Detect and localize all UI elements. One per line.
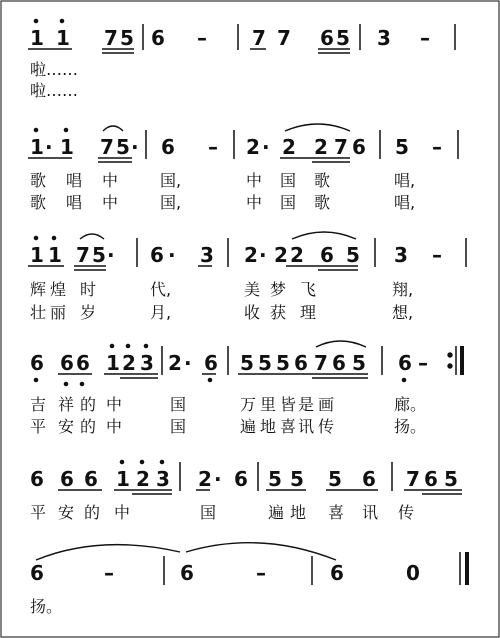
lyric: 中 xyxy=(102,193,119,212)
lyric: 获 xyxy=(270,303,287,322)
lyric: 遍 xyxy=(240,417,257,436)
lyric: 扬。 xyxy=(394,417,427,436)
note: 1 xyxy=(56,26,70,50)
note: 6 xyxy=(330,561,344,585)
lyric: 安 xyxy=(58,503,75,522)
lyric: 啦…… xyxy=(30,60,79,79)
note: 7 xyxy=(334,135,348,159)
note: 7 xyxy=(104,26,118,50)
lyric: 安 xyxy=(58,417,75,436)
lyric: 翔, xyxy=(392,280,414,299)
lyric: 唱 xyxy=(66,171,83,190)
note: 5 xyxy=(268,467,282,491)
lyric: 国, xyxy=(160,193,182,212)
note: 3 xyxy=(377,26,391,50)
lyric: 唱 xyxy=(66,193,83,212)
note: 7 xyxy=(252,26,266,50)
lyric: 的 xyxy=(84,503,101,522)
lyric: 中 xyxy=(114,503,131,522)
lyric: 歌 xyxy=(314,193,331,212)
note: 6 xyxy=(150,243,164,267)
note: 2 xyxy=(274,243,288,267)
note: 6 xyxy=(151,26,165,50)
note: · xyxy=(131,135,139,159)
note: 5 xyxy=(346,243,360,267)
lyric: 国 xyxy=(200,503,217,522)
lyric: 遍 xyxy=(268,503,285,522)
note: 1 xyxy=(116,467,130,491)
lyric: 的 xyxy=(80,417,97,436)
note: 5 xyxy=(444,467,458,491)
system-6-notes xyxy=(30,561,420,585)
note: – xyxy=(418,351,428,375)
note: 3 xyxy=(200,243,214,267)
lyric: 地 xyxy=(260,417,277,436)
lyric: 梦 xyxy=(270,280,287,299)
note: · xyxy=(168,243,176,267)
note: 2 xyxy=(168,351,182,375)
note: – xyxy=(197,26,207,50)
note: 5 xyxy=(290,467,304,491)
lyric: 美 xyxy=(244,280,261,299)
note: 1 xyxy=(106,351,120,375)
lyric: 是 xyxy=(298,395,315,414)
lyric: 国 xyxy=(170,417,187,436)
system-6-barlines xyxy=(164,552,467,585)
lyric: 飞 xyxy=(300,280,317,299)
lyric: 国 xyxy=(280,193,297,212)
note: 6 xyxy=(30,561,44,585)
lyric: 国, xyxy=(160,171,182,190)
note: 6 xyxy=(294,351,308,375)
lyric: 国 xyxy=(280,171,297,190)
lyric: 廊。 xyxy=(394,395,427,414)
note: – xyxy=(432,135,442,159)
lyric: 万 xyxy=(240,395,257,414)
lyric: 想, xyxy=(392,303,414,322)
note: 7 xyxy=(76,243,90,267)
note: 6 xyxy=(424,467,438,491)
note: 6 xyxy=(30,467,44,491)
lyric: 国 xyxy=(170,395,187,414)
note: 2 xyxy=(314,135,328,159)
lyric: 代, xyxy=(150,280,172,299)
note: 1 xyxy=(30,135,44,159)
note: 3 xyxy=(156,467,170,491)
system-4-lyrics xyxy=(30,395,426,436)
note: 6 xyxy=(320,243,334,267)
lyric: 中 xyxy=(106,395,123,414)
note: 6 xyxy=(84,467,98,491)
system-3-notes xyxy=(30,243,442,267)
note: 1 xyxy=(48,243,62,267)
lyric: 时 xyxy=(80,280,97,299)
note: 2 xyxy=(122,351,136,375)
lyric: 平 xyxy=(30,503,47,522)
lyric: 月, xyxy=(150,303,172,322)
lyric: 画 xyxy=(318,395,335,414)
note: 6 xyxy=(60,351,74,375)
note: 6 xyxy=(180,561,194,585)
note: 2 xyxy=(244,243,258,267)
lyric: 讯 xyxy=(362,503,379,522)
system-5-notes xyxy=(30,467,458,491)
note: 7 xyxy=(277,26,291,50)
lyric: 唱, xyxy=(394,171,416,190)
note: 5 xyxy=(240,351,254,375)
note: 5 xyxy=(336,26,350,50)
lyric: 歌 xyxy=(30,171,47,190)
system-4-notes xyxy=(30,351,428,375)
note: 1 xyxy=(30,243,44,267)
note: 6 xyxy=(398,351,412,375)
lyric: 歌 xyxy=(30,193,47,212)
note: 7 xyxy=(314,351,328,375)
note: 5 xyxy=(120,26,134,50)
note: 5 xyxy=(116,135,130,159)
lyric: 辉 xyxy=(30,280,47,299)
note: 6 xyxy=(30,351,44,375)
lyric: 喜 xyxy=(328,503,345,522)
lyric: 皆 xyxy=(280,395,297,414)
note: 5 xyxy=(395,135,409,159)
lyric: 中 xyxy=(102,171,119,190)
note: · xyxy=(184,351,192,375)
note: 6 xyxy=(332,351,346,375)
note: 2 xyxy=(282,135,296,159)
note: · xyxy=(45,135,53,159)
note: – xyxy=(256,561,266,585)
note: 6 xyxy=(161,135,175,159)
lyric: 煌 xyxy=(50,280,67,299)
note: 7 xyxy=(406,467,420,491)
note: 6 xyxy=(60,467,74,491)
lyric: 理 xyxy=(300,303,317,322)
system-1-lyrics xyxy=(30,60,78,100)
note: · xyxy=(259,243,267,267)
note: 3 xyxy=(394,243,408,267)
note: 3 xyxy=(140,351,154,375)
note: 5 xyxy=(352,351,366,375)
note: 7 xyxy=(100,135,114,159)
lyric: 平 xyxy=(30,417,47,436)
note: · xyxy=(214,467,222,491)
note: · xyxy=(262,135,270,159)
lyric: 祥 xyxy=(58,395,75,414)
note: 1 xyxy=(30,26,44,50)
system-2-lyrics xyxy=(30,171,415,212)
note: – xyxy=(208,135,218,159)
note: 5 xyxy=(276,351,290,375)
lyric: 壮 xyxy=(30,303,47,322)
note: 1 xyxy=(60,135,74,159)
note: · xyxy=(107,243,115,267)
lyric: 岁 xyxy=(80,303,97,322)
note: 6 xyxy=(204,351,218,375)
note: 6 xyxy=(234,467,248,491)
note: 2 xyxy=(136,467,150,491)
lyric: 吉 xyxy=(30,395,47,414)
lyric: 歌 xyxy=(314,171,331,190)
note: 2 xyxy=(246,135,260,159)
system-6-lyrics xyxy=(30,597,62,616)
lyric: 传 xyxy=(398,503,415,522)
lyric: 扬。 xyxy=(30,597,63,616)
note: 6 xyxy=(76,351,90,375)
lyric: 传 xyxy=(318,417,335,436)
lyric: 丽 xyxy=(50,303,67,322)
lyric: 收 xyxy=(244,303,261,322)
note: – xyxy=(104,561,114,585)
lyric: 啦…… xyxy=(30,81,79,100)
note: 6 xyxy=(320,26,334,50)
lyric: 讯 xyxy=(298,417,315,436)
system-1-marks xyxy=(28,19,455,53)
lyric: 中 xyxy=(246,171,263,190)
note: – xyxy=(420,26,430,50)
system-1-notes xyxy=(30,26,430,50)
note: – xyxy=(432,243,442,267)
note: 6 xyxy=(362,467,376,491)
system-6-marks xyxy=(36,543,336,560)
note: 5 xyxy=(258,351,272,375)
lyric: 喜 xyxy=(280,417,297,436)
system-3-lyrics xyxy=(30,280,413,322)
lyric: 里 xyxy=(260,395,277,414)
system-2-marks xyxy=(28,124,458,162)
system-5-lyrics xyxy=(30,503,414,522)
lyric: 中 xyxy=(246,193,263,212)
note: 6 xyxy=(352,135,366,159)
note: 5 xyxy=(92,243,106,267)
note: 2 xyxy=(290,243,304,267)
lyric: 唱, xyxy=(394,193,416,212)
lyric: 中 xyxy=(106,417,123,436)
lyric: 的 xyxy=(80,395,97,414)
note: 0 xyxy=(406,561,420,585)
note: 2 xyxy=(198,467,212,491)
lyric: 地 xyxy=(290,503,307,522)
note: 5 xyxy=(328,467,342,491)
